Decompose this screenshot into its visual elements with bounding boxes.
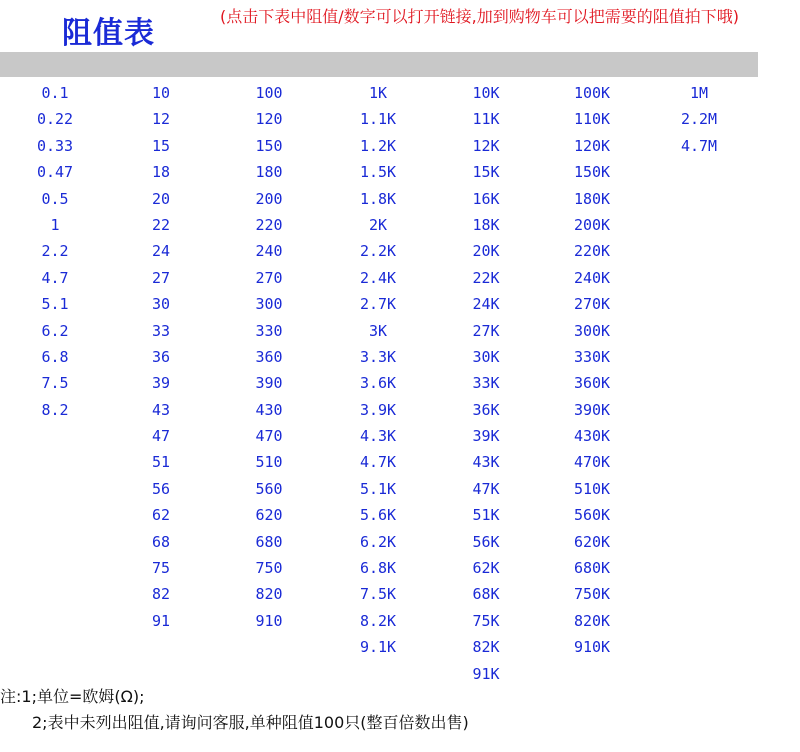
resistor-value-link[interactable]: 56K — [472, 532, 500, 551]
resistor-value-link[interactable]: 620K — [573, 532, 611, 551]
resistor-value-link[interactable]: 15K — [472, 163, 500, 182]
resistor-value-link[interactable]: 27 — [151, 268, 171, 287]
value-column-4 — [343, 80, 413, 661]
resistor-value-link[interactable]: 300K — [573, 321, 611, 340]
resistor-value-link[interactable]: 8.2K — [359, 611, 397, 630]
resistor-value-link[interactable]: 91 — [151, 611, 171, 630]
resistor-value-link[interactable]: 7.5K — [359, 585, 397, 604]
resistor-value-link[interactable]: 9.1K — [359, 638, 397, 657]
resistor-value-link[interactable]: 5.1 — [41, 295, 69, 314]
resistor-value-link[interactable]: 100 — [255, 84, 283, 102]
resistor-value-link[interactable]: 510 — [255, 453, 283, 472]
resistor-value-link[interactable]: 510K — [573, 479, 611, 498]
resistor-value-link[interactable]: 33K — [472, 374, 500, 393]
resistor-value-link[interactable]: 820K — [573, 611, 611, 630]
resistor-value-link[interactable]: 100K — [573, 84, 611, 102]
resistor-value-link[interactable]: 220K — [573, 242, 611, 261]
resistor-value-link[interactable]: 3.3K — [359, 347, 397, 366]
resistor-value-link[interactable]: 16K — [472, 189, 500, 208]
resistor-value-link[interactable]: 2K — [368, 215, 388, 234]
resistor-value-link[interactable]: 0.22 — [36, 110, 74, 129]
resistor-value-link[interactable]: 0.47 — [36, 163, 74, 182]
resistor-value-link[interactable]: 15 — [151, 136, 171, 155]
resistor-value-link[interactable]: 3K — [368, 321, 388, 340]
resistor-value-link[interactable]: 24K — [472, 295, 500, 314]
resistor-value-link[interactable]: 2.2 — [41, 242, 69, 261]
resistor-value-link[interactable]: 680 — [255, 532, 283, 551]
resistor-value-link[interactable]: 330 — [255, 321, 283, 340]
resistor-value-link[interactable]: 18 — [151, 163, 171, 182]
value-column-2 — [126, 80, 196, 634]
resistor-value-link[interactable]: 47K — [472, 479, 500, 498]
resistor-value-link[interactable]: 300 — [255, 295, 283, 314]
resistor-value-link[interactable]: 120 — [255, 110, 283, 129]
resistor-value-link[interactable]: 1.2K — [359, 136, 397, 155]
resistor-value-link[interactable]: 6.8 — [41, 347, 69, 366]
resistor-value-link[interactable]: 1.5K — [359, 163, 397, 182]
resistor-value-link[interactable]: 30K — [472, 347, 500, 366]
resistor-value-link[interactable]: 3.6K — [359, 374, 397, 393]
resistor-value-link[interactable]: 75K — [472, 611, 500, 630]
value-column-1 — [20, 80, 90, 423]
resistor-value-link[interactable]: 910 — [255, 611, 283, 630]
resistor-value-link[interactable]: 1.8K — [359, 189, 397, 208]
resistor-value-link[interactable]: 4.7M — [680, 136, 718, 155]
resistor-value-link[interactable]: 120K — [573, 136, 611, 155]
resistor-value-link[interactable]: 910K — [573, 638, 611, 657]
resistor-value-link[interactable]: 470K — [573, 453, 611, 472]
resistor-value-link[interactable]: 36K — [472, 400, 500, 419]
resistor-value-link[interactable]: 27K — [472, 321, 500, 340]
resistor-value-link[interactable]: 22K — [472, 268, 500, 287]
value-column-6 — [557, 80, 627, 661]
value-column-3 — [234, 80, 304, 634]
resistor-value-link[interactable]: 4.7K — [359, 453, 397, 472]
notes — [0, 684, 469, 736]
resistor-value-link[interactable]: 150 — [255, 136, 283, 155]
resistor-value-link[interactable]: 430 — [255, 400, 283, 419]
value-column-7 — [664, 80, 734, 159]
resistor-value-link[interactable]: 560 — [255, 479, 283, 498]
resistor-value-link[interactable]: 10K — [472, 84, 500, 102]
resistor-value-link[interactable]: 20K — [472, 242, 500, 261]
resistor-value-link[interactable]: 12 — [151, 110, 171, 129]
resistor-value-link[interactable]: 750 — [255, 559, 283, 578]
resistor-value-link[interactable]: 75 — [151, 559, 171, 578]
resistor-value-link[interactable]: 240K — [573, 268, 611, 287]
resistor-value-link[interactable]: 1K — [368, 84, 388, 102]
resistor-value-link[interactable]: 5.6K — [359, 506, 397, 525]
resistor-value-link[interactable]: 68 — [151, 532, 171, 551]
resistor-value-link[interactable]: 6.2K — [359, 532, 397, 551]
resistor-value-link[interactable]: 91K — [472, 664, 500, 683]
resistor-value-link[interactable]: 3.9K — [359, 400, 397, 419]
resistor-value-link[interactable]: 110K — [573, 110, 611, 129]
resistor-value-link[interactable]: 43K — [472, 453, 500, 472]
resistor-value-link[interactable]: 47 — [151, 427, 171, 446]
resistor-value-link[interactable]: 33 — [151, 321, 171, 340]
resistor-value-link[interactable]: 8.2 — [41, 400, 69, 419]
resistor-value-link[interactable]: 1 — [50, 215, 60, 234]
resistor-value-link[interactable]: 180 — [255, 163, 283, 182]
resistor-value-link[interactable]: 30 — [151, 295, 171, 314]
resistor-value-link[interactable]: 150K — [573, 163, 611, 182]
resistor-value-link[interactable]: 6.2 — [41, 321, 69, 340]
resistor-value-link[interactable]: 680K — [573, 559, 611, 578]
page-title: 阻值表 — [62, 16, 155, 51]
resistor-value-link[interactable]: 2.7K — [359, 295, 397, 314]
resistor-value-link[interactable]: 5.1K — [359, 479, 397, 498]
value-column-5 — [451, 80, 521, 687]
resistor-value-link[interactable]: 430K — [573, 427, 611, 446]
resistor-value-link[interactable]: 750K — [573, 585, 611, 604]
note-order: 2;表中未列出阻值,请询问客服,单种阻值100只(整百倍数出售) — [32, 713, 469, 732]
resistor-value-link[interactable]: 36 — [151, 347, 171, 366]
resistor-value-link[interactable]: 240 — [255, 242, 283, 261]
resistor-value-link[interactable]: 10 — [151, 84, 171, 102]
resistor-value-link[interactable]: 12K — [472, 136, 500, 155]
resistor-value-link[interactable]: 51 — [151, 453, 171, 472]
note-unit: 注:1;单位=欧姆(Ω); — [0, 687, 145, 706]
resistor-value-link[interactable]: 270K — [573, 295, 611, 314]
resistor-value-link[interactable]: 0.33 — [36, 136, 74, 155]
resistor-value-link[interactable]: 43 — [151, 400, 171, 419]
resistor-value-link[interactable]: 7.5 — [41, 374, 69, 393]
resistor-value-link[interactable]: 68K — [472, 585, 500, 604]
resistor-value-link[interactable]: 820 — [255, 585, 283, 604]
resistor-value-link[interactable]: 470 — [255, 427, 283, 446]
resistor-value-link[interactable]: 560K — [573, 506, 611, 525]
resistor-value-link[interactable]: 220 — [255, 215, 283, 234]
resistor-value-link[interactable]: 180K — [573, 189, 611, 208]
resistor-value-link[interactable]: 330K — [573, 347, 611, 366]
resistor-value-link[interactable]: 360K — [573, 374, 611, 393]
resistor-value-link[interactable]: 82 — [151, 585, 171, 604]
resistor-value-link[interactable]: 24 — [151, 242, 171, 261]
resistor-value-link[interactable]: 0.1 — [41, 84, 69, 102]
resistor-value-link[interactable]: 51K — [472, 506, 500, 525]
resistor-value-link[interactable]: 390 — [255, 374, 283, 393]
resistor-value-link[interactable]: 6.8K — [359, 559, 397, 578]
resistor-value-link[interactable]: 2.2M — [680, 110, 718, 129]
resistor-value-link[interactable]: 2.2K — [359, 242, 397, 261]
resistor-value-link[interactable]: 2.4K — [359, 268, 397, 287]
resistor-value-link[interactable]: 20 — [151, 189, 171, 208]
resistor-value-link[interactable]: 1.1K — [359, 110, 397, 129]
resistor-value-link[interactable]: 1M — [689, 84, 709, 102]
resistor-value-link[interactable]: 39 — [151, 374, 171, 393]
resistor-value-link[interactable]: 82K — [472, 638, 500, 657]
resistor-value-link[interactable]: 62K — [472, 559, 500, 578]
resistor-value-link[interactable]: 200K — [573, 215, 611, 234]
header-band — [0, 52, 758, 77]
resistor-value-link[interactable]: 620 — [255, 506, 283, 525]
resistor-value-link[interactable]: 4.3K — [359, 427, 397, 446]
resistor-value-link[interactable]: 360 — [255, 347, 283, 366]
resistor-value-link[interactable]: 56 — [151, 479, 171, 498]
resistor-value-link[interactable]: 390K — [573, 400, 611, 419]
resistor-value-link[interactable]: 62 — [151, 506, 171, 525]
resistor-value-link[interactable]: 0.5 — [41, 189, 69, 208]
resistor-value-link[interactable]: 270 — [255, 268, 283, 287]
resistor-value-link[interactable]: 11K — [472, 110, 500, 129]
resistor-value-link[interactable]: 22 — [151, 215, 171, 234]
resistor-value-link[interactable]: 39K — [472, 427, 500, 446]
resistor-value-link[interactable]: 4.7 — [41, 268, 69, 287]
resistor-value-link[interactable]: 18K — [472, 215, 500, 234]
resistor-value-link[interactable]: 200 — [255, 189, 283, 208]
link-hint: (点击下表中阻值/数字可以打开链接,加到购物车可以把需要的阻值拍下哦) — [220, 7, 739, 26]
